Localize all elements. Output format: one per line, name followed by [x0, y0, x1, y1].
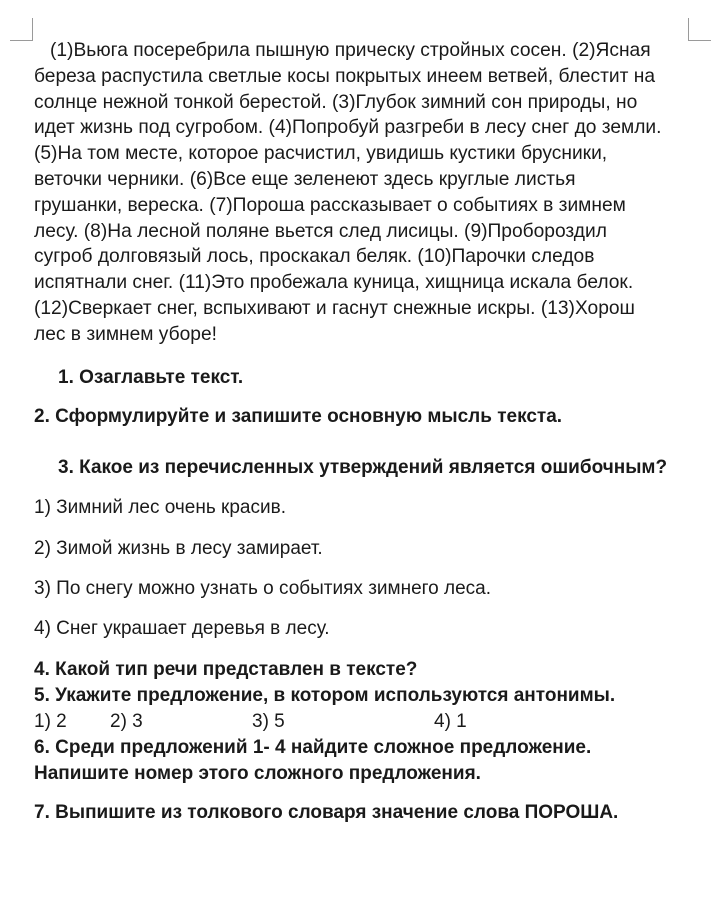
- text-line: (12)Сверкает снег, вспыхивают и гаснут снежные искры. (13)Хорош: [34, 297, 635, 319]
- task-3-option-4: 4) Снег украшает деревья в лесу.: [34, 618, 330, 639]
- text-line: грушанки, вереска. (7)Пороша рассказывает о событиях в зимнем: [34, 194, 626, 216]
- task-2: 2. Сформулируйте и запишите основную мысль текста.: [34, 406, 563, 427]
- task-5-option-4: 4) 1: [434, 711, 467, 732]
- task-5-option-1: 1) 2: [34, 711, 67, 732]
- text-line: веточки черники. (6)Все еще зеленеют здесь круглые листья: [34, 168, 576, 190]
- task-3: 3. Какое из перечисленных утверждений является ошибочным?: [58, 457, 668, 478]
- task-5-option-2: 2) 3: [110, 711, 143, 732]
- text-line: сугроб долговязый лось, проскакал беляк. (10)Парочки следов: [34, 246, 595, 268]
- task-7: 7. Выпишите из толкового словаря значение слова ПОРОША.: [34, 802, 619, 823]
- task-1: 1. Озаглавьте текст.: [58, 367, 244, 388]
- text-line: испятнали снег. (11)Это пробежала куница, хищница искала белок.: [34, 272, 634, 294]
- task-3-option-3: 3) По снегу можно узнать о событиях зимнего леса.: [34, 578, 491, 599]
- task-6-line-1: 6. Среди предложений 1- 4 найдите сложное предложение.: [34, 737, 592, 758]
- page-corner-top-left: [10, 18, 33, 41]
- text-line: береза распустила светлые косы покрытых инеем ветвей, блестит на: [34, 65, 656, 87]
- text-line: (5)На том месте, которое расчистил, увидишь кустики брусники,: [34, 143, 608, 165]
- task-3-option-1: 1) Зимний лес очень красив.: [34, 497, 286, 518]
- text-line: (1)Вьюга посеребрила пышную прическу стройных сосен. (2)Ясная: [50, 40, 651, 61]
- text-line: лесу. (8)На лесной поляне вьется след лисицы. (9)Пробороздил: [34, 220, 607, 242]
- task-5-answers: [34, 711, 674, 735]
- task-5-option-3: 3) 5: [252, 711, 285, 732]
- task-6-line-2: Напишите номер этого сложного предложения.: [34, 763, 481, 784]
- task-4: 4. Какой тип речи представлен в тексте?: [34, 659, 418, 680]
- text-paragraph: [34, 38, 694, 348]
- text-line: солнце нежной тонкой берестой. (3)Глубок зимний сон природы, но: [34, 91, 638, 113]
- task-5: 5. Укажите предложение, в котором используются антонимы.: [34, 685, 616, 706]
- text-line: лес в зимнем уборе!: [34, 323, 217, 345]
- task-3-option-2: 2) Зимой жизнь в лесу замирает.: [34, 538, 323, 559]
- text-line: идет жизнь под сугробом. (4)Попробуй разгреби в лесу снег до земли.: [34, 117, 662, 139]
